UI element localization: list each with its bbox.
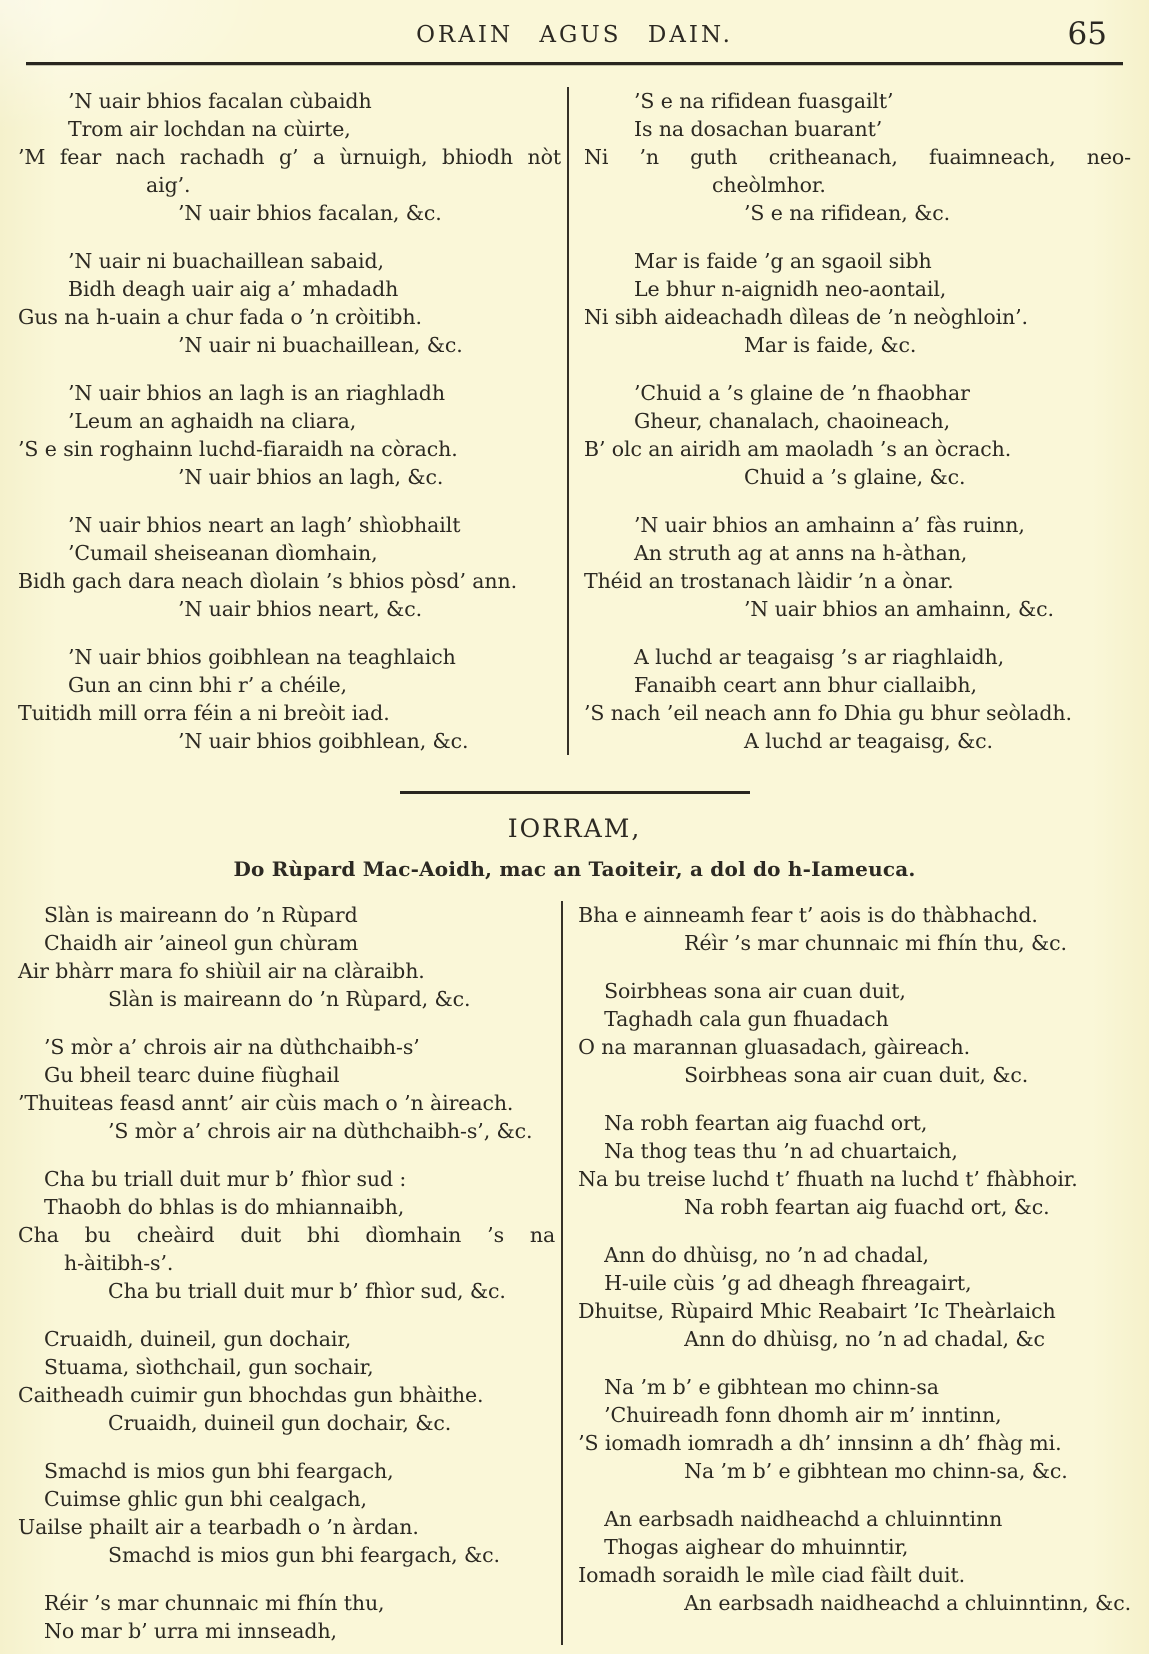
- stanza: [18, 379, 561, 491]
- verse-line: Na robh feartan aig fuachd ort, &c.: [684, 1195, 1050, 1219]
- verse-line: ’S e sin roghainn luchd-fiaraidh na còrach.: [18, 437, 458, 461]
- verse-line: ’N uair bhios an lagh, &c.: [178, 465, 444, 489]
- stanza: [18, 1457, 555, 1569]
- stanza: [578, 1373, 1131, 1485]
- poem2-title: IORRAM,: [507, 814, 642, 843]
- stanza: [18, 1033, 555, 1145]
- verse-line: ’N uair bhios neart an lagh’ shìobhailt: [68, 513, 461, 537]
- verse-line: A luchd ar teagaisg ’s ar riaghlaidh,: [634, 645, 1005, 669]
- stanza: [578, 901, 1131, 957]
- verse-line: Ann do dhùisg, no ’n ad chadal,: [604, 1243, 929, 1267]
- verse-line: An earbsadh naidheachd a chluinntinn: [604, 1507, 1003, 1531]
- verse-line: ’N uair bhios facalan, &c.: [178, 201, 442, 225]
- verse-line: Gu bheil tearc duine fiùghail: [44, 1063, 340, 1087]
- stanza: [584, 511, 1131, 623]
- page-number: 65: [1067, 16, 1107, 52]
- verse-line: ’Thuiteas feasd annt’ air cùis mach o ’n àireach.: [18, 1091, 514, 1115]
- verse-line: ’N uair bhios facalan cùbaidh: [68, 89, 372, 113]
- verse-line: ’N uair bhios an lagh is an riaghladh: [68, 381, 445, 405]
- verse-line: Na robh feartan aig fuachd ort,: [604, 1111, 928, 1135]
- verse-line: A luchd ar teagaisg, &c.: [744, 729, 993, 753]
- verse-line: Na ’m b’ e gibhtean mo chinn-sa: [604, 1375, 939, 1399]
- verse-line: h-àitibh-s’.: [64, 1251, 174, 1275]
- verse-line: Bidh deagh uair aig a’ mhadadh: [68, 277, 399, 301]
- verse-line: Le bhur n-aignidh neo-aontail,: [634, 277, 947, 301]
- page-header: [0, 14, 1149, 58]
- stanza: [578, 1241, 1131, 1353]
- verse-line: ’S e na rifidean, &c.: [744, 201, 951, 225]
- stanza: [18, 1165, 555, 1305]
- verse-line: Cuimse ghlic gun bhi cealgach,: [44, 1487, 367, 1511]
- verse-line: B’ olc an airidh am maoladh ’s an òcrach.: [584, 437, 1012, 461]
- stanza: [18, 1589, 555, 1645]
- verse-line: Théid an trostanach làidir ’n a ònar.: [584, 569, 954, 593]
- verse-line: Bidh gach dara neach dìolain ’s bhios pòsd’ ann.: [18, 569, 518, 593]
- verse-line: Ann do dhùisg, no ’n ad chadal, &c: [684, 1327, 1045, 1351]
- stanza: [18, 643, 561, 755]
- stanza: [18, 511, 561, 623]
- verse-line: Réìr ’s mar chunnaic mi fhín thu, &c.: [684, 931, 1067, 955]
- stanza: [18, 1325, 555, 1437]
- verse-line: ’S mòr a’ chrois air na dùthchaibh-s’: [44, 1035, 420, 1059]
- verse-line: ’N uair bhios neart, &c.: [178, 597, 423, 621]
- verse-line: ’N uair bhios goibhlean, &c.: [178, 729, 469, 753]
- verse-line: Air bhàrr mara fo shiùil air na clàraibh.: [18, 959, 425, 983]
- verse-line: Chaidh air ’aineol gun chùram: [44, 931, 359, 955]
- verse-line: Is na dosachan buarant’: [634, 117, 883, 141]
- verse-line: ’N uair bhios an amhainn, &c.: [744, 597, 1054, 621]
- verse-line: ’Chuireadh fonn dhomh air m’ inntinn,: [604, 1403, 1002, 1427]
- verse-line: ’M fear nach rachadh g’ a ùrnuigh, bhiodh nòt: [18, 145, 561, 169]
- verse-line: Bha e ainneamh fear t’ aois is do thàbhachd.: [578, 903, 1038, 927]
- verse-line: An struth ag at anns na h-àthan,: [634, 541, 968, 565]
- stanza: [578, 977, 1131, 1089]
- verse-line: Mar is faide, &c.: [744, 333, 917, 357]
- verse-line: No mar b’ urra mi innseadh,: [44, 1619, 337, 1643]
- verse-line: ’S iomadh iomradh a dh’ innsinn a dh’ fhàg mi.: [578, 1431, 1062, 1455]
- verse-line: ’Chuid a ’s glaine de ’n fhaobhar: [634, 381, 970, 405]
- verse-line: Fanaibh ceart ann bhur ciallaibh,: [634, 673, 977, 697]
- verse-line: ’Cumail sheiseanan dìomhain,: [68, 541, 378, 565]
- verse-line: Gheur, chanalach, chaoineach,: [634, 409, 950, 433]
- verse-line: Gun an cinn bhi r’ a chéile,: [68, 673, 347, 697]
- verse-line: Slàn is maireann do ’n Rùpard, &c.: [108, 987, 471, 1011]
- verse-line: Smachd is mios gun bhi feargach,: [44, 1459, 394, 1483]
- verse-line: Thaobh do bhlas is do mhiannaibh,: [44, 1195, 405, 1219]
- verse-line: Smachd is mios gun bhi feargach, &c.: [108, 1543, 500, 1567]
- verse-line: ’N uair bhios goibhlean na teaghlaich: [68, 645, 456, 669]
- poem2-section: [0, 901, 1149, 1645]
- verse-line: Iomadh soraidh le mìle ciad fàilt duit.: [578, 1563, 966, 1587]
- verse-line: Réir ’s mar chunnaic mi fhín thu,: [44, 1591, 385, 1615]
- verse-line: Ni sibh aideachadh dìleas de ’n neòghloin’.: [584, 305, 1028, 329]
- verse-line: Caitheadh cuimir gun bhochdas gun bhàithe.: [18, 1383, 484, 1407]
- verse-line: Thogas aighear do mhuinntir,: [604, 1535, 909, 1559]
- verse-line: Na thog teas thu ’n ad chuartaich,: [604, 1139, 958, 1163]
- verse-line: Mar is faide ’g an sgaoil sibh: [634, 249, 932, 273]
- verse-line: Cruaidh, duineil, gun dochair,: [44, 1327, 352, 1351]
- verse-line: Stuama, sìothchail, gun sochair,: [44, 1355, 374, 1379]
- verse-line: Slàn is maireann do ’n Rùpard: [44, 903, 358, 927]
- stanza: [584, 379, 1131, 491]
- verse-line: Cha bu cheàird duit bhi dìomhain ’s na: [18, 1223, 556, 1247]
- poem1-section: [0, 87, 1149, 755]
- verse-line: Tuitidh mill orra féin a ni breòit iad.: [18, 701, 390, 725]
- verse-line: Dhuitse, Rùpaird Mhic Reabairt ’Ic Theàrlaich: [578, 1299, 1056, 1323]
- verse-line: Taghadh cala gun fhuadach: [604, 1007, 889, 1031]
- verse-line: O na marannan gluasadach, gàireach.: [578, 1035, 971, 1059]
- verse-line: Ni ’n guth critheanach, fuaimneach, neo-: [584, 145, 1131, 169]
- verse-line: ’S e na rifidean fuasgailt’: [634, 89, 894, 113]
- stanza: [584, 643, 1131, 755]
- verse-line: ’S nach ’eil neach ann fo Dhia gu bhur seòladh.: [584, 701, 1072, 725]
- stanza: [584, 87, 1131, 227]
- verse-line: Na bu treise luchd t’ fhuath na luchd t’ fhàbhoir.: [578, 1167, 1078, 1191]
- stanza: [18, 901, 555, 1013]
- stanza: [578, 1505, 1131, 1617]
- poem1-column-right: [567, 87, 1137, 755]
- verse-line: Na ’m b’ e gibhtean mo chinn-sa, &c.: [684, 1459, 1068, 1483]
- verse-line: H-uile cùis ’g ad dheagh fhreagairt,: [604, 1271, 972, 1295]
- section-divider-rule: [400, 791, 750, 794]
- running-title: ORAIN AGUS DAIN.: [416, 22, 733, 48]
- verse-line: Cha bu triall duit mur b’ fhìor sud :: [44, 1167, 407, 1191]
- stanza: [18, 87, 561, 227]
- verse-line: ’N uair ni buachaillean sabaid,: [68, 249, 384, 273]
- verse-line: cheòlmhor.: [712, 173, 826, 197]
- verse-line: ’N uair ni buachaillean, &c.: [178, 333, 463, 357]
- header-rule: [26, 62, 1123, 65]
- verse-line: Soirbheas sona air cuan duit,: [604, 979, 906, 1003]
- verse-line: Uailse phailt air a tearbadh o ’n àrdan.: [18, 1515, 419, 1539]
- verse-line: ’S mòr a’ chrois air na dùthchaibh-s’, &c.: [108, 1119, 533, 1143]
- poem2-column-left: [0, 901, 561, 1645]
- poem2-column-right: [561, 901, 1137, 1645]
- stanza: [584, 247, 1131, 359]
- verse-line: Cruaidh, duineil gun dochair, &c.: [108, 1411, 452, 1435]
- verse-line: Chuid a ’s glaine, &c.: [744, 465, 966, 489]
- verse-line: aig’.: [146, 173, 191, 197]
- verse-line: ’N uair bhios an amhainn a’ fàs ruinn,: [634, 513, 1025, 537]
- poem1-column-left: [0, 87, 567, 755]
- stanza: [18, 247, 561, 359]
- verse-line: Cha bu triall duit mur b’ fhìor sud, &c.: [108, 1279, 506, 1303]
- verse-line: An earbsadh naidheachd a chluinntinn, &c.: [684, 1591, 1131, 1615]
- verse-line: ’Leum an aghaidh na cliara,: [68, 409, 357, 433]
- stanza: [578, 1109, 1131, 1221]
- verse-line: Trom air lochdan na cùirte,: [68, 117, 351, 141]
- verse-line: Soirbheas sona air cuan duit, &c.: [684, 1063, 1029, 1087]
- poem2-dedication: Do Rùpard Mac-Aoidh, mac an Taoiteir, a dol do h-Iameuca.: [233, 857, 916, 881]
- verse-line: Gus na h-uain a chur fada o ’n cròitibh.: [18, 305, 422, 329]
